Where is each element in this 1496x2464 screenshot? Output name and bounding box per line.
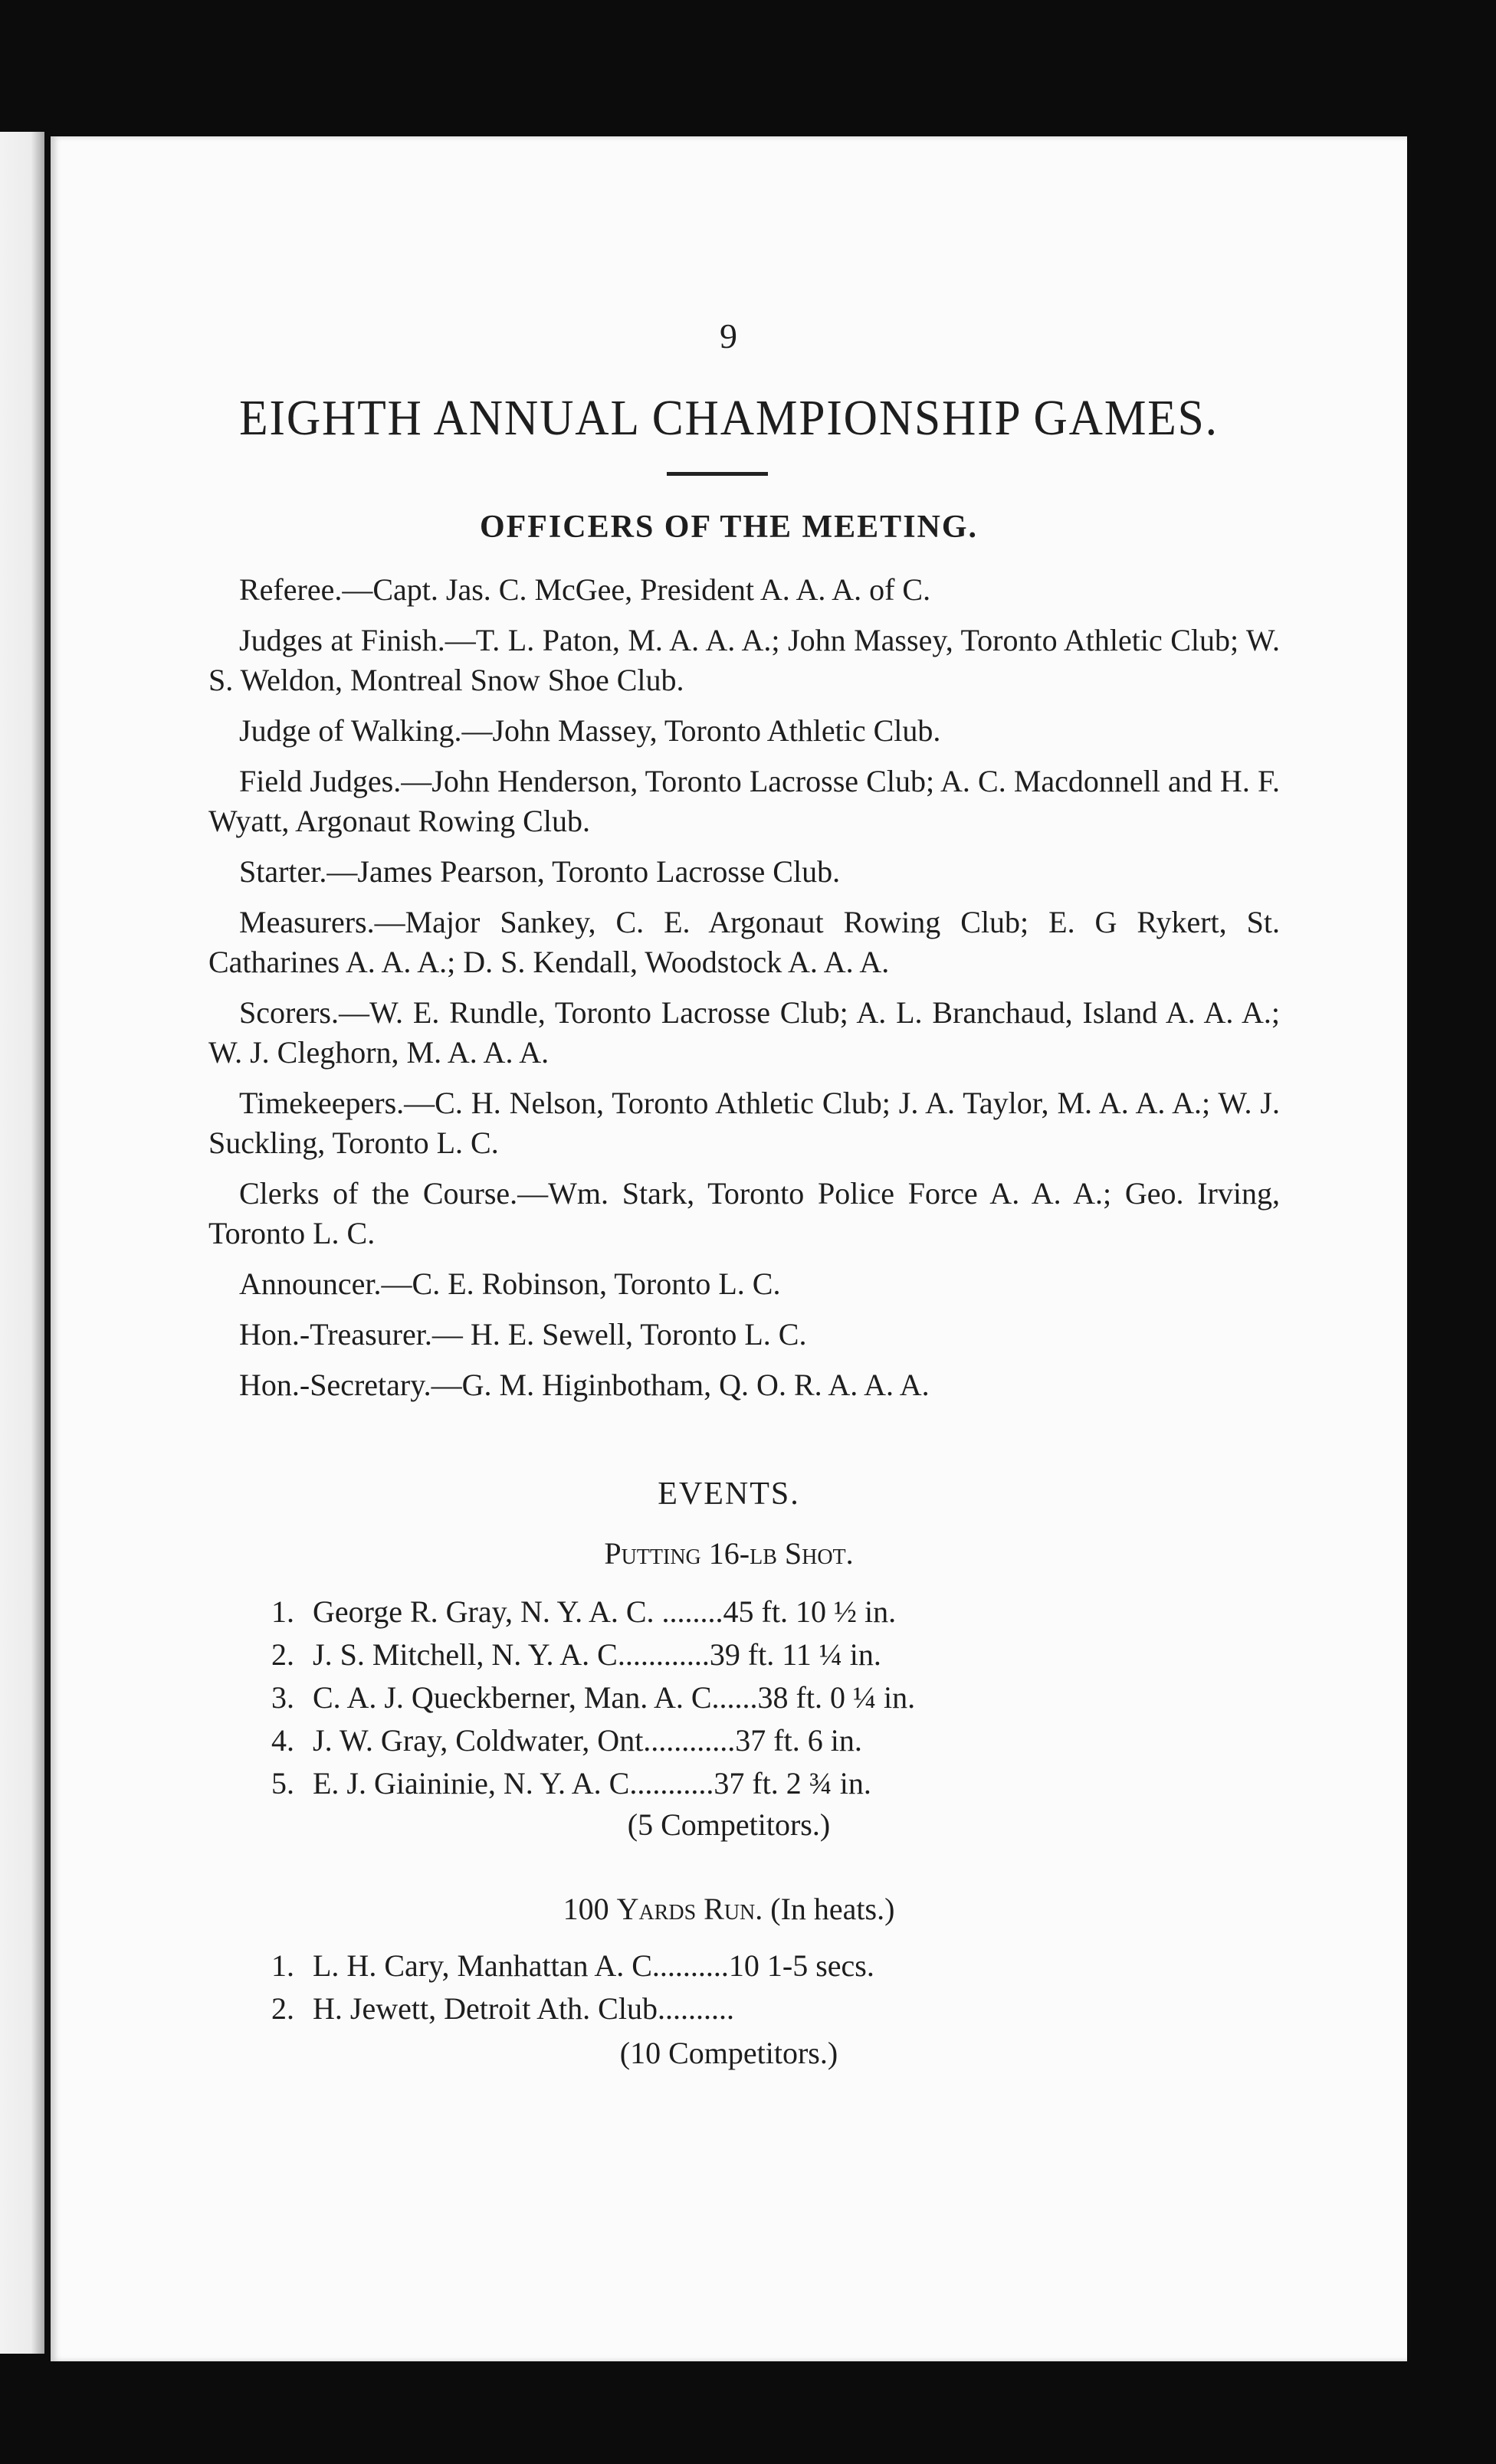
shot-put-competitors: (5 Competitors.) <box>627 1807 831 1842</box>
shot-put-result-row <box>271 1676 1191 1719</box>
shot-put-results <box>271 1591 1191 1805</box>
result-number: 1. <box>271 1948 294 1983</box>
result-number: 1. <box>271 1594 294 1629</box>
document-page <box>51 136 1407 2361</box>
officer-entry-judges-at-finish: Judges at Finish.—T. L. Paton, M. A. A. A.; John Massey, Toronto Athletic Club; W. S. Weldon, Montreal Snow Shoe Club. <box>208 623 1280 697</box>
officer-entry-scorers: Scorers.—W. E. Rundle, Toronto Lacrosse Club; A. L. Branchaud, Island A. A. A.; W. J. Cleghorn, M. A. A. A. <box>208 995 1280 1070</box>
result-number: 2. <box>271 1991 294 2026</box>
officer-entry-secretary: Hon.-Secretary.—G. M. Higinbotham, Q. O. R. A. A. A. <box>239 1368 930 1402</box>
result-text: L. H. Cary, Manhattan A. C..........10 1-5 secs. <box>313 1948 874 1983</box>
result-text: George R. Gray, N. Y. A. C. ........45 ft. 10 ½ in. <box>313 1594 897 1629</box>
shot-put-heading: Putting 16-lb Shot. <box>604 1536 854 1571</box>
result-number: 2. <box>271 1637 294 1672</box>
officer-entry-field-judges: Field Judges.—John Henderson, Toronto Lacrosse Club; A. C. Macdonnell and H. F. Wyatt, Argonaut Rowing Club. <box>208 764 1280 838</box>
events-heading: EVENTS. <box>658 1476 800 1512</box>
officers-list <box>208 570 1280 1405</box>
hundred-yards-result-row <box>271 1987 1191 2030</box>
page-title: EIGHTH ANNUAL CHAMPIONSHIP GAMES. <box>239 390 1219 446</box>
shot-put-result-row <box>271 1633 1191 1676</box>
officer-entry-clerks-of-course: Clerks of the Course.—Wm. Stark, Toronto Police Force A. A. A.; Geo. Irving, Toronto L. C. <box>208 1176 1280 1250</box>
adjacent-page-edge <box>0 132 44 2354</box>
page-number: 9 <box>720 316 738 356</box>
result-number: 3. <box>271 1680 294 1715</box>
result-number: 4. <box>271 1723 294 1758</box>
result-text: J. S. Mitchell, N. Y. A. C............39 ft. 11 ¼ in. <box>313 1637 881 1672</box>
shot-put-result-row <box>271 1719 1191 1762</box>
officer-entry-referee: Referee.—Capt. Jas. C. McGee, President A. A. A. of C. <box>239 572 931 607</box>
title-divider <box>667 472 768 476</box>
shot-put-result-row <box>271 1591 1191 1633</box>
hundred-yards-results <box>271 1945 1191 2030</box>
officer-entry-starter: Starter.—James Pearson, Toronto Lacrosse Club. <box>239 854 841 889</box>
officer-entry-treasurer: Hon.-Treasurer.— H. E. Sewell, Toronto L. C. <box>239 1317 807 1352</box>
result-text: J. W. Gray, Coldwater, Ont............37 ft. 6 in. <box>313 1723 862 1758</box>
hundred-yards-heading-name: Yards Run. <box>616 1892 763 1926</box>
officer-entry-measurers: Measurers.—Major Sankey, C. E. Argonaut Rowing Club; E. G Rykert, St. Catharines A. A. A.; D. S. Kendall, Woodstock A. A. A. <box>208 905 1280 979</box>
hundred-yards-heading <box>51 1891 1407 1927</box>
shot-put-result-row <box>271 1762 1191 1805</box>
result-number: 5. <box>271 1766 294 1800</box>
officer-entry-announcer: Announcer.—C. E. Robinson, Toronto L. C. <box>239 1266 781 1301</box>
officers-heading: OFFICERS OF THE MEETING. <box>479 510 979 545</box>
hundred-yards-competitors: (10 Competitors.) <box>619 2036 838 2070</box>
officer-entry-judge-of-walking: Judge of Walking.—John Massey, Toronto Athletic Club. <box>239 713 941 748</box>
hundred-yards-heading-suffix: (In heats.) <box>770 1892 895 1926</box>
result-text: E. J. Giaininie, N. Y. A. C...........37 ft. 2 ¾ in. <box>313 1766 871 1800</box>
hundred-yards-result-row <box>271 1945 1191 1987</box>
hundred-yards-heading-prefix: 100 <box>563 1892 609 1926</box>
officer-entry-timekeepers: Timekeepers.—C. H. Nelson, Toronto Athletic Club; J. A. Taylor, M. A. A. A.; W. J. Suckling, Toronto L. C. <box>208 1086 1280 1160</box>
result-text: C. A. J. Queckberner, Man. A. C......38 ft. 0 ¼ in. <box>313 1680 916 1715</box>
result-text: H. Jewett, Detroit Ath. Club.......... <box>313 1991 734 2026</box>
